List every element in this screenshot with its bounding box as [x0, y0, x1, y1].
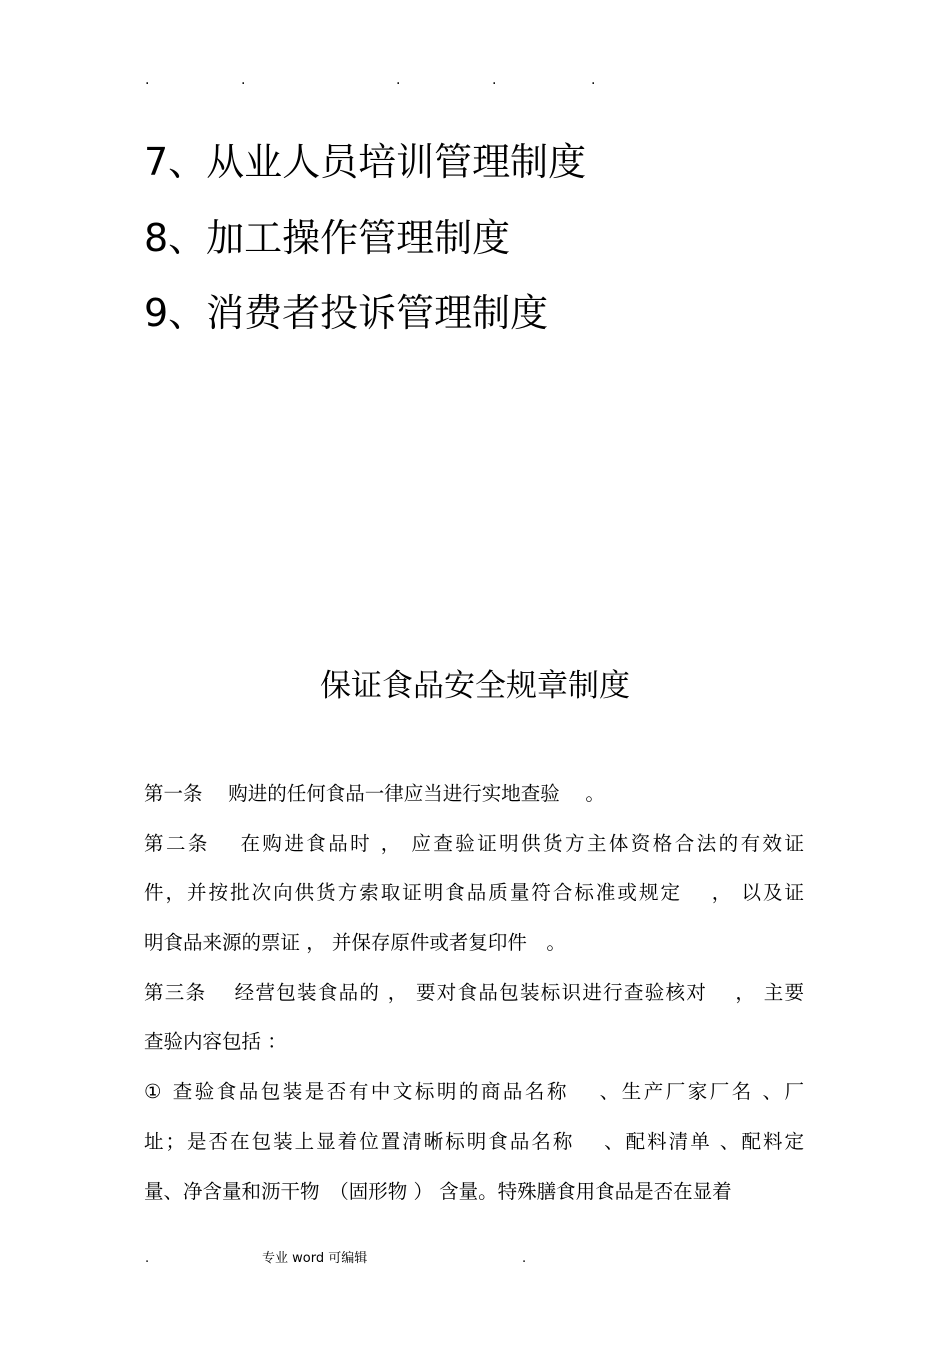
article-3-line-2: 查验内容包括 ：: [144, 1030, 287, 1053]
header-dot-4: .: [492, 72, 497, 88]
article-3-line-1: 第三条 经营包装食品的 ， 要对食品包装标识进行查验核对 ， 主要: [144, 981, 804, 1004]
item-1-line-2: 址；是否在包装上显着位置清晰标明食品名称 、配料清单 、配料定: [144, 1130, 804, 1153]
toc-item-7: 7、从业人员培训管理制度: [144, 140, 587, 184]
footer-left-dot: .: [145, 1251, 150, 1266]
header-dot-2: .: [241, 72, 246, 88]
header-dot-1: .: [145, 72, 150, 88]
article-2-line-2: 件，并按批次向供货方索取证明食品质量符合标准或规定 ， 以及证: [144, 881, 804, 904]
item-1-line-1: ① 查验食品包装是否有中文标明的商品名称 、生产厂家厂名 、厂: [144, 1080, 804, 1103]
article-1-line: 第一条 购进的任何食品一律应当进行实地查验 。: [144, 782, 605, 805]
document-title: 保证食品安全规章制度: [320, 668, 630, 704]
footer-text: 专业 word 可编辑: [262, 1251, 368, 1266]
footer-right-dot: .: [522, 1251, 527, 1266]
article-2-line-3: 明食品来源的票证 ， 并保存原件或者复印件 。: [144, 931, 566, 954]
article-2-line-1: 第二条 在购进食品时 ， 应查验证明供货方主体资格合法的有效证: [144, 832, 804, 855]
toc-item-8: 8、加工操作管理制度: [144, 216, 511, 260]
header-dot-5: .: [591, 72, 596, 88]
toc-item-9: 9、消费者投诉管理制度: [144, 291, 549, 335]
item-1-line-3: 量、净含量和沥干物 （固形物 ） 含量。特殊膳食用食品是否在显着: [144, 1180, 732, 1203]
header-dot-3: .: [396, 72, 401, 88]
